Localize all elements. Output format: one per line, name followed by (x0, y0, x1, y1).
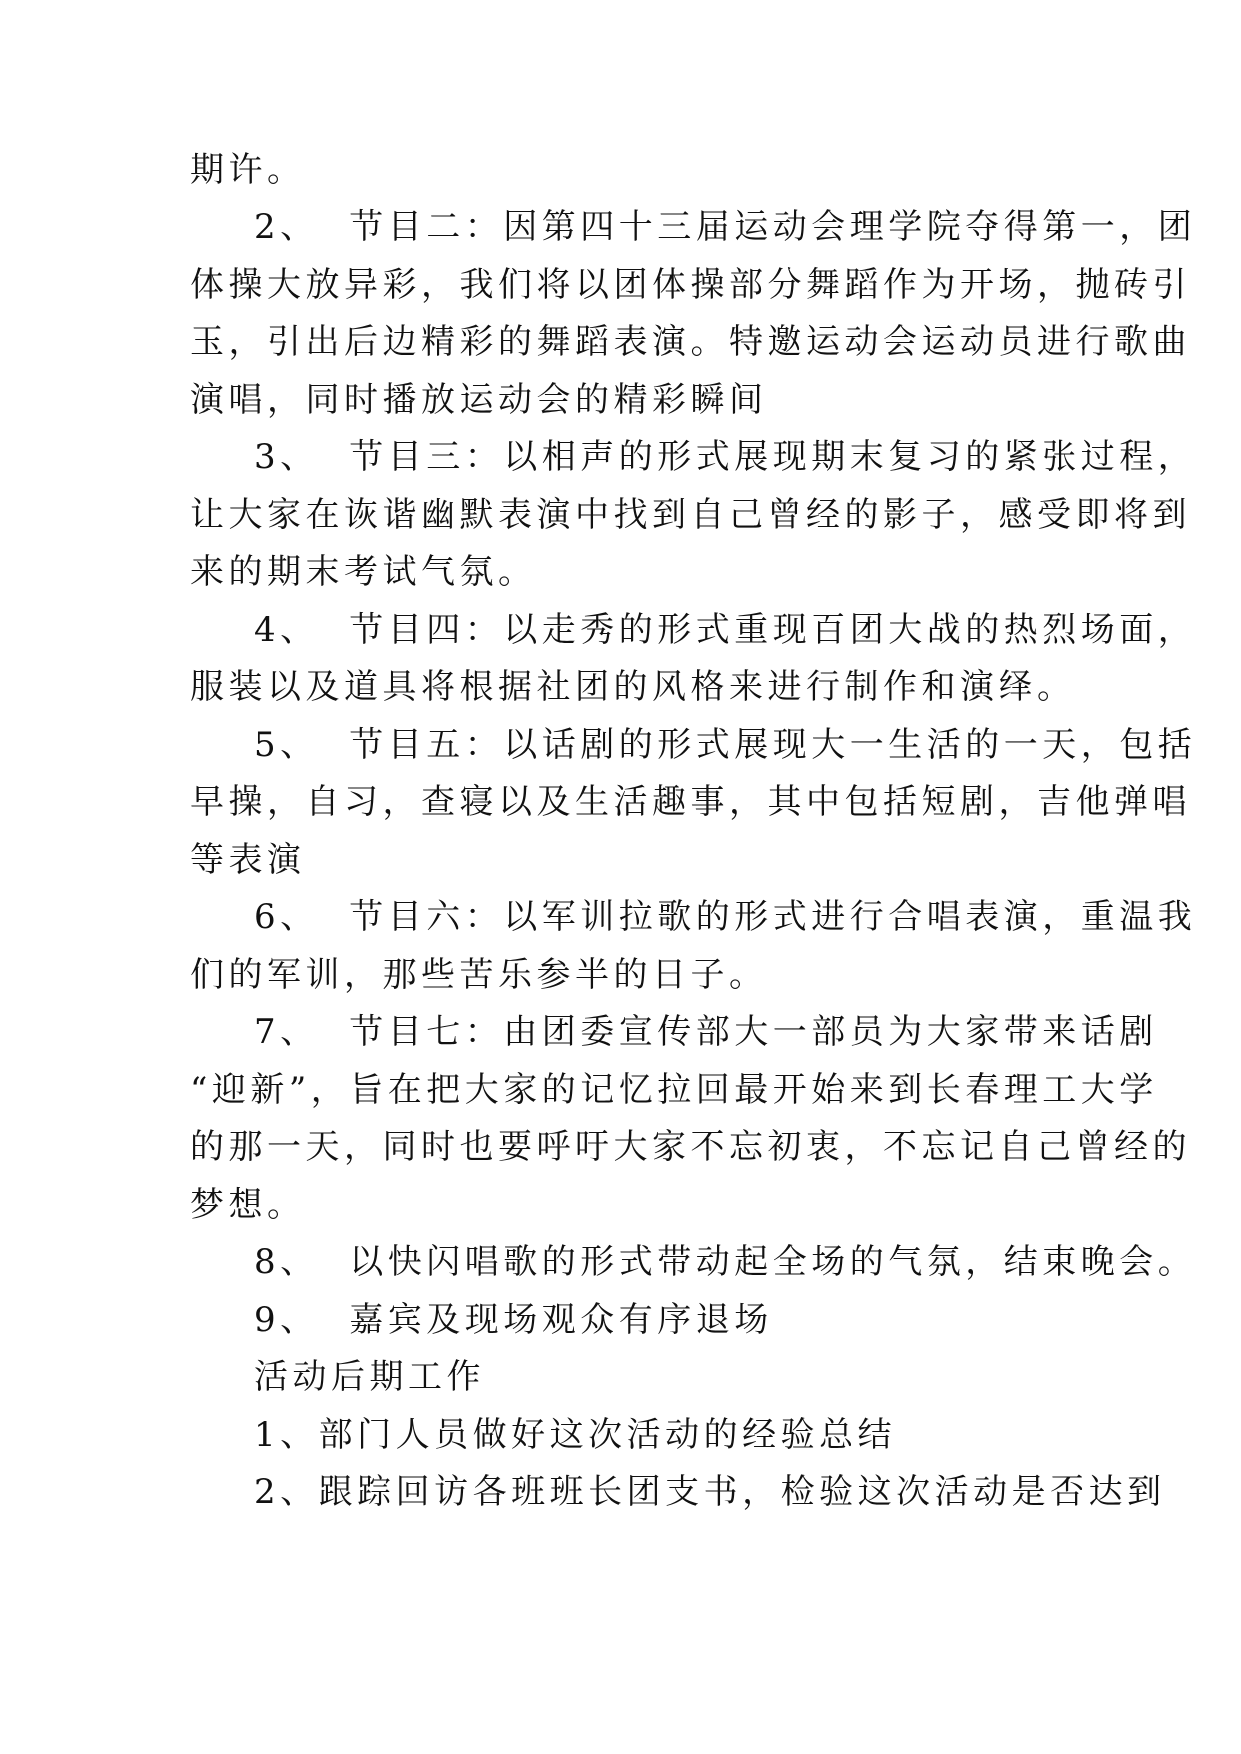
text-line: “迎新”，旨在把大家的记忆拉回最开始来到长春理工大学 (190, 1070, 1158, 1110)
text-line: 7、 节目七：由团委宣传部大一部员为大家带来话剧 (254, 1012, 1158, 1052)
text-line: 1、部门人员做好这次活动的经验总结 (254, 1415, 897, 1455)
text-line: 梦想。 (190, 1185, 306, 1225)
text-line: 2、跟踪回访各班班长团支书，检验这次活动是否达到 (254, 1472, 1166, 1512)
text-line: 3、 节目三：以相声的形式展现期末复习的紧张过程， (254, 437, 1197, 477)
text-line: 2、 节目二：因第四十三届运动会理学院夺得第一，团 (254, 207, 1197, 247)
text-line: 让大家在诙谐幽默表演中找到自己曾经的影子，感受即将到 (190, 495, 1191, 535)
text-line: 4、 节目四：以走秀的形式重现百团大战的热烈场面， (254, 610, 1197, 650)
text-line: 的那一天，同时也要呼吁大家不忘初衷，不忘记自己曾经的 (190, 1127, 1191, 1167)
text-line: 玉，引出后边精彩的舞蹈表演。特邀运动会运动员进行歌曲 (190, 322, 1191, 362)
text-line: 6、 节目六：以军训拉歌的形式进行合唱表演，重温我 (254, 897, 1197, 937)
text-line: 服装以及道具将根据社团的风格来进行制作和演绎。 (190, 667, 1076, 707)
section-heading: 活动后期工作 (254, 1357, 485, 1397)
text-line: 期许。 (190, 150, 306, 190)
text-line: 8、 以快闪唱歌的形式带动起全场的气氛，结束晚会。 (254, 1242, 1197, 1282)
text-line: 来的期末考试气氛。 (190, 552, 537, 592)
text-line: 早操，自习，查寝以及生活趣事，其中包括短剧，吉他弹唱 (190, 782, 1191, 822)
text-line: 体操大放异彩，我们将以团体操部分舞蹈作为开场，抛砖引 (190, 265, 1191, 305)
text-line: 5、 节目五：以话剧的形式展现大一生活的一天，包括 (254, 725, 1197, 765)
text-line: 们的军训，那些苦乐参半的日子。 (190, 955, 768, 995)
text-line: 演唱，同时播放运动会的精彩瞬间 (190, 380, 768, 420)
text-line: 等表演 (190, 840, 306, 880)
text-line: 9、 嘉宾及现场观众有序退场 (254, 1300, 773, 1340)
